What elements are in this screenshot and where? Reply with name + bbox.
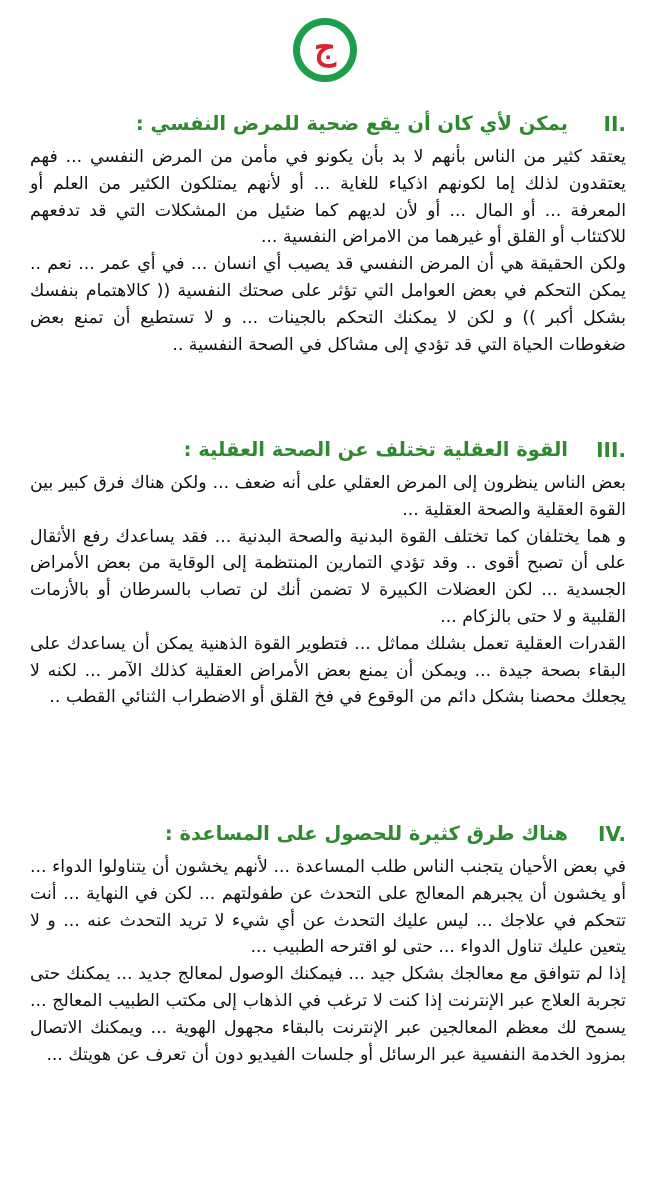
section-number: IV. bbox=[598, 822, 626, 846]
section-mental-strength bbox=[30, 436, 626, 711]
section-title: القوة العقلية تختلف عن الصحة العقلية : bbox=[183, 438, 568, 461]
section-mental-illness-anyone bbox=[30, 110, 626, 358]
paragraph: ولكن الحقيقة هي أن المرض النفسي قد يصيب أي انسان ... في أي عمر ... نعم .. يمكن التحكم في بعض العوامل التي تؤثر على صحتك النفسية (( كالاهتمام بنفسك بشكل أكبر )) و لكن لا يمكنك التحكم بالجينات ... و لا تستطيع أن تمنع بعض ضغوطات الحياة التي قد تؤدي إلى مشاكل في الصحة النفسية .. bbox=[30, 254, 626, 355]
section-heading bbox=[30, 820, 626, 854]
paragraph: القدرات العقلية تعمل بشلك مماثل ... فتطوير القوة الذهنية يمكن أن يساعدك على البقاء بصحة جيدة ... ويمكن أن يمنع بعض الأمراض العقلية كذلك الآمر ... لكنه لا يجعلك محصنا بشكل دائم من الوقوع في فخ القلق أو الاضطراب الثنائي القطب .. bbox=[30, 633, 626, 708]
section-heading bbox=[30, 436, 626, 470]
section-heading bbox=[30, 110, 626, 144]
paragraph: يعتقد كثير من الناس بأنهم لا بد بأن يكونو في مأمن من المرض النفسي ... فهم يعتقدون لذلك إما لكونهم اذكياء للغاية ... أو لأنهم يمتلكون الكثير من العلم أو المعرفة ... أو المال ... أو لأن لديهم كما ضئيل من المشكلات التي قد تدفعهم للاكتئاب أو القلق أو غيرهما من الامراض النفسية ... bbox=[30, 147, 626, 248]
section-ways-to-get-help bbox=[30, 820, 626, 1068]
section-title: هناك طرق كثيرة للحصول على المساعدة : bbox=[164, 822, 568, 845]
paragraph: إذا لم تتوافق مع معالجك بشكل جيد ... فيمكنك الوصول لمعالج جديد ... يمكنك حتى تجربة العلاج عبر الإنترنت إذا كنت لا ترغب في الذهاب إلى مكتب الطبيب المعالج ... يسمح لك معظم المعالجين عبر الإنترنت بالبقاء مجهول الهوية ... ويمكنك الاتصال بمزود الخدمة النفسية عبر الرسائل أو جلسات الفيديو دون أن تعرف عن هويتك ... bbox=[30, 964, 626, 1065]
badge-inner-circle bbox=[300, 25, 350, 75]
paragraph: في بعض الأحيان يتجنب الناس طلب المساعدة ... لأنهم يخشون أن يتناولوا الدواء ... أو يخشون أن يجبرهم المعالج على التحدث عن طفولتهم ... لكن في النهاية ... أنت تتحكم في علاجك ... ليس عليك التحدث عن أي شيء لا تريد التحدث عنه ... و لا يتعين عليك تناول الدواء ... حتى لو اقترحه الطبيب ... bbox=[30, 857, 626, 958]
section-number: III. bbox=[596, 438, 626, 462]
paragraph: و هما يختلفان كما تختلف القوة البدنية والصحة البدنية ... فقد يساعدك رفع الأثقال على أن تصبح أقوى .. وقد تؤدي التمارين المنتظمة إلى الوقاية من بعض الأمراض الجسدية ... لكن العضلات الكبيرة لا تضمن أنك لن تصاب بالسرطان أو بالأزمات القلبية و لا حتى بالزكام ... bbox=[30, 526, 626, 627]
section-number: II. bbox=[603, 112, 626, 136]
badge-letter: ج bbox=[314, 28, 336, 68]
section-badge bbox=[293, 18, 357, 82]
paragraph: بعض الناس ينظرون إلى المرض العقلي على أنه ضعف ... ولكن هناك فرق كبير بين القوة العقلية والصحة العقلية ... bbox=[30, 473, 626, 520]
section-title: يمكن لأي كان أن يقع ضحية للمرض النفسي : bbox=[135, 112, 568, 135]
